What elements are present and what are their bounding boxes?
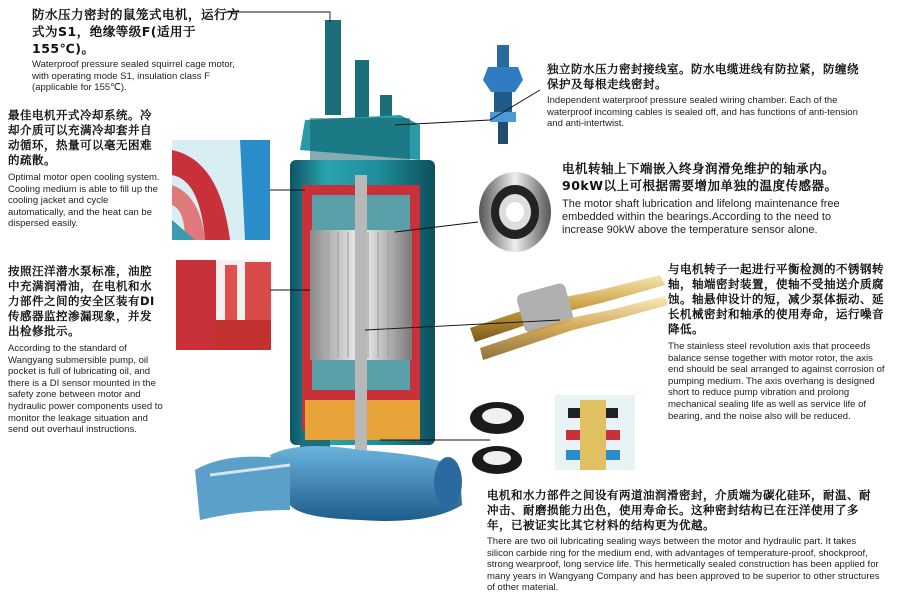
wiring-annotation-zh: 独立防水压力密封接线室。防水电缆进线有防拉紧，防缠绕保护及每根走线密封。 [547, 62, 859, 91]
shaft-annotation-zh: 与电机转子一起进行平衡检测的不锈钢转轴，轴端密封装置，使轴不受抽送介质腐蚀。轴悬伸设计的短，减少泵体振动、延长机械密封和轴承的使用寿命，运行噪音降低。 [668, 262, 884, 336]
oil-sensor-annotation-en: According to the standard of Wangyang submersible pump, oil pocket is full of lubricating oil, and there is a DI sensor mounted in the safety zone between motor and hydraulic power components used to monitor the leakage situation and send out overhaul instructions. [8, 343, 163, 436]
oil-sensor-annotation [8, 264, 163, 436]
seal-annotation [487, 488, 882, 594]
shaft-annotation-en: The stainless steel revolution axis that proceeds balance sense together with motor rotor, the axis end should be seal arranged to against corrosion of pumping medium. The axis overhang is designed short to reduce pump vibration and prolong mechanical sealing life as well as service life of bearing, and the noise also will be reduced. [668, 341, 885, 422]
mechanical-seal-detail [555, 395, 635, 470]
motor-annotation [32, 6, 252, 94]
seal-annotation-zh: 电机和水力部件之间设有两道油润滑密封，介质端为碳化硅环，耐温、耐冲击、耐磨损能力出色，使用寿命长。这种密封结构已在汪洋使用了多年，已被证实比其它材料的结构更为优越。 [487, 488, 871, 532]
cooling-detail-inset [172, 140, 270, 240]
wiring-annotation [547, 62, 862, 130]
oil-sensor-detail-inset [176, 260, 271, 350]
bearing-part [479, 172, 551, 252]
seal-annotation-en: There are two oil lubricating sealing ways between the motor and hydraulic part. It takes silicon carbide ring for the medium end, with advantages of temperature-proof, shockproof, strong wearproof, long service life. This hermetically sealed construction has been applied for many years in Wangyang Company and has been approved to be superior to other structures of other material. [487, 536, 880, 594]
cooling-annotation-zh: 最佳电机开式冷却系统。冷却介质可以充满冷却套并自动循环，热量可以毫无困难的疏散。 [8, 108, 152, 167]
cooling-annotation-en: Optimal motor open cooling system. Cooling medium is able to fill up the cooling jacket and cycle automatically, and the heat can be dispersed easily. [8, 172, 160, 230]
wiring-annotation-en: Independent waterproof pressure sealed wiring chamber. Each of the waterproof incoming cables is sealed off, and has functions of anti-tension and anti-intertwist. [547, 95, 858, 130]
seal-rings-part [470, 402, 524, 474]
bearing-annotation-zh: 电机转轴上下端嵌入终身润滑免维护的轴承内。90kW以上可根据需要增加单独的温度传感器。 [562, 161, 838, 193]
shaft-annotation [668, 262, 888, 422]
motor-annotation-zh: 防水压力密封的鼠笼式电机，运行方式为S1，绝缘等级F(适用于155℃)。 [32, 7, 241, 56]
oil-sensor-annotation-zh: 按照汪洋潜水泵标准，油腔中充满润滑油，在电机和水力部件之间的安全区装有DI传感器监控渗漏现象，并发出检修批示。 [8, 264, 155, 338]
motor-annotation-en: Waterproof pressure sealed squirrel cage motor, with operating mode S1, insulation class F (applicable for 155℃). [32, 59, 235, 94]
rotor-shaft-part [470, 275, 668, 360]
cooling-annotation [8, 108, 163, 230]
cable-gland-part [483, 45, 523, 144]
bearing-annotation [562, 160, 872, 237]
bearing-annotation-en: The motor shaft lubrication and lifelong maintenance free embedded within the bearings.According to the need to increase 90kW above the temperature sensor alone. [562, 198, 840, 236]
